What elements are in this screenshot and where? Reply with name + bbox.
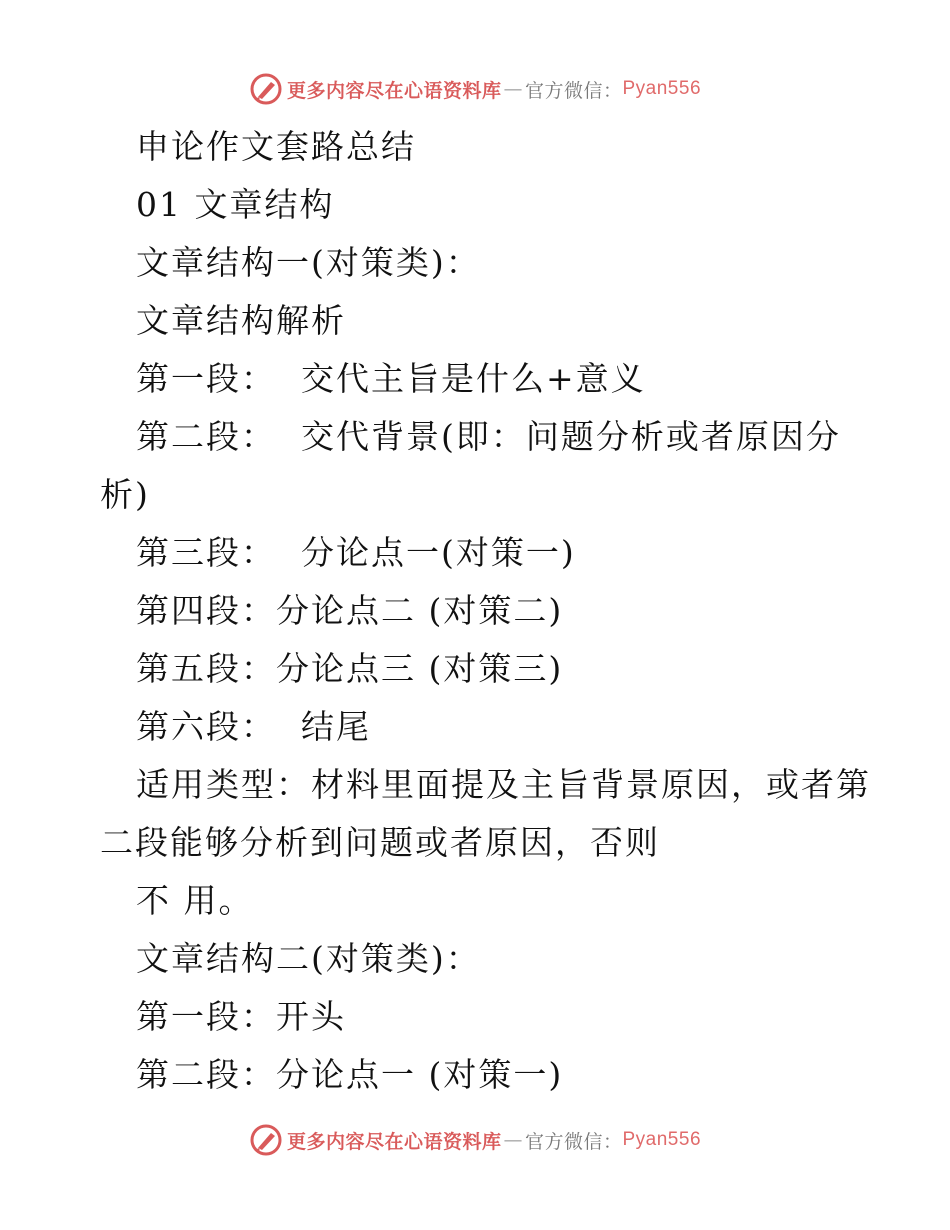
pen-logo-icon	[249, 1123, 283, 1157]
watermark-id: Pyan556	[622, 1129, 702, 1150]
text-line: 第一段：开头	[136, 997, 346, 1036]
text-line: 第四段：分论点二 (对策二)	[136, 591, 564, 630]
text-line: 第三段： 分论点一(对策一)	[136, 533, 576, 572]
watermark-id: Pyan556	[622, 78, 702, 99]
watermark-dash: —	[503, 78, 523, 100]
text-line: 第六段： 结尾	[136, 707, 371, 746]
text-line: 文章结构解析	[136, 301, 346, 340]
section-heading: 01 文章结构	[136, 185, 335, 224]
text-line: 第二段：分论点一 (对策一)	[136, 1055, 564, 1094]
text-line: 不 用。	[136, 881, 254, 920]
text-line: 第五段：分论点三 (对策三)	[136, 649, 564, 688]
doc-title: 申论作文套路总结	[136, 127, 416, 166]
watermark-official-label: 官方微信：	[524, 1130, 623, 1153]
watermark-main-text: 更多内容尽在心语资料库	[286, 1130, 502, 1153]
text-line: 适用类型：材料里面提及主旨背景原因，或者第	[136, 765, 871, 804]
watermark-official-label: 官方微信：	[524, 79, 623, 102]
text-line-continuation: 二段能够分析到问题或者原因，否则	[100, 823, 660, 862]
subsection-heading: 文章结构一(对策类)：	[136, 243, 481, 282]
watermark-dash: —	[503, 1129, 523, 1151]
watermark-main-text: 更多内容尽在心语资料库	[286, 79, 502, 102]
text-line: 第二段： 交代背景(即：问题分析或者原因分	[136, 417, 841, 456]
text-line: 第一段： 交代主旨是什么+意义	[136, 359, 646, 398]
pen-logo-icon	[249, 72, 283, 106]
header-watermark	[0, 69, 950, 109]
document-body	[100, 118, 871, 1104]
text-line-continuation: 析)	[100, 475, 150, 514]
footer-watermark	[0, 1120, 950, 1160]
subsection-heading: 文章结构二(对策类)：	[136, 939, 481, 978]
